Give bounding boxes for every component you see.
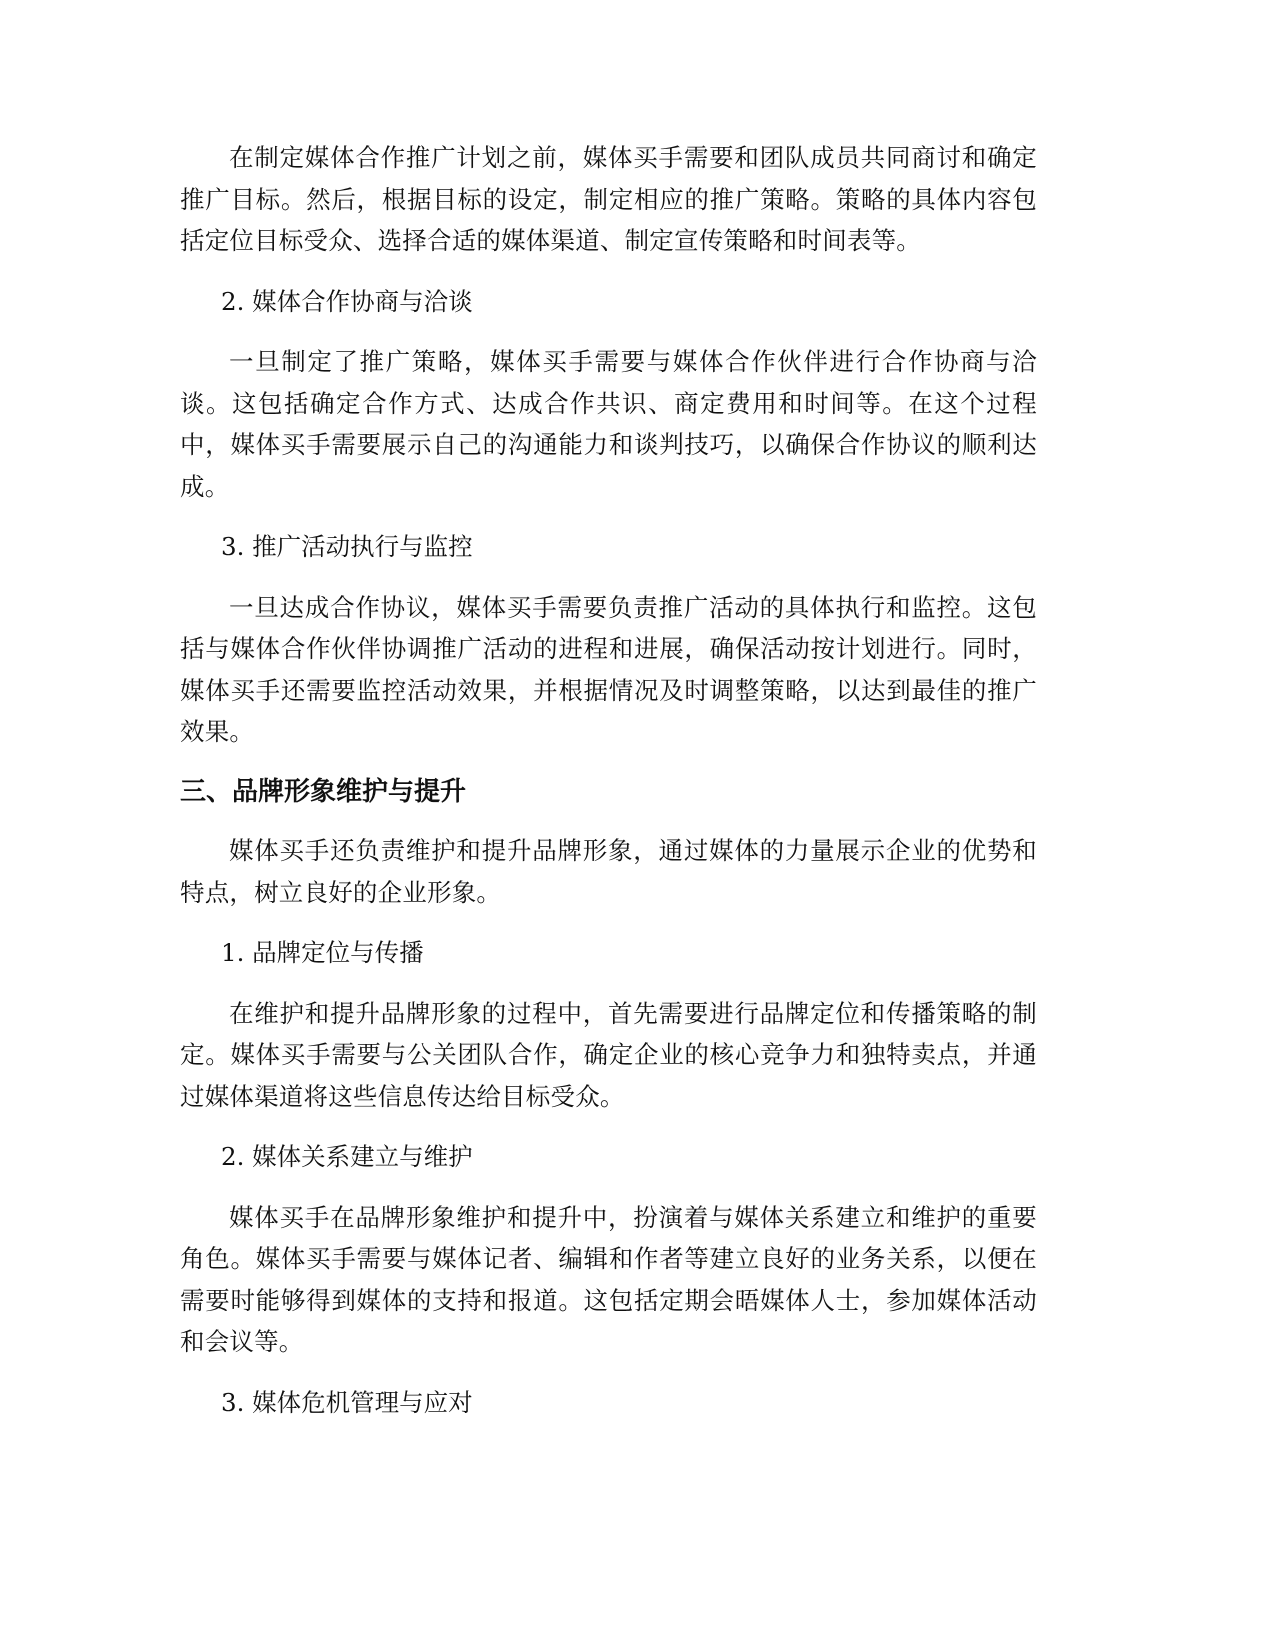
paragraph-media-relations: 媒体买手在品牌形象维护和提升中，扮演着与媒体关系建立和维护的重要角色。媒体买手需要与媒体记者、编辑和作者等建立良好的业务关系，以便在需要时能够得到媒体的支持和报道。这包括定期会晤媒体人士，参加媒体活动和会议等。 (180, 1202, 1037, 1356)
subheading-brand-positioning: 1. 品牌定位与传播 (221, 938, 424, 967)
section-heading-brand-image: 三、品牌形象维护与提升 (180, 776, 467, 807)
subheading-media-relations: 2. 媒体关系建立与维护 (221, 1142, 473, 1171)
paragraph-execution: 一旦达成合作协议，媒体买手需要负责推广活动的具体执行和监控。这包括与媒体合作伙伴协调推广活动的进程和进展，确保活动按计划进行。同时，媒体买手还需要监控活动效果，并根据情况及时调整策略，以达到最佳的推广效果。 (180, 592, 1037, 746)
paragraph-brand-positioning: 在维护和提升品牌形象的过程中，首先需要进行品牌定位和传播策略的制定。媒体买手需要与公关团队合作，确定企业的核心竞争力和独特卖点，并通过媒体渠道将这些信息传达给目标受众。 (180, 998, 1037, 1111)
paragraph-brand-intro: 媒体买手还负责维护和提升品牌形象，通过媒体的力量展示企业的优势和特点，树立良好的企业形象。 (180, 836, 1037, 907)
paragraph-negotiation: 一旦制定了推广策略，媒体买手需要与媒体合作伙伴进行合作协商与洽谈。这包括确定合作方式、达成合作共识、商定费用和时间等。在这个过程中，媒体买手需要展示自己的沟通能力和谈判技巧，以确保合作协议的顺利达成。 (180, 347, 1037, 501)
document-page (180, 137, 1037, 1442)
subheading-media-negotiation: 2. 媒体合作协商与洽谈 (221, 286, 473, 316)
subheading-crisis-management: 3. 媒体危机管理与应对 (221, 1387, 473, 1417)
subheading-campaign-execution: 3. 推广活动执行与监控 (221, 532, 473, 561)
paragraph-promotion-goals: 在制定媒体合作推广计划之前，媒体买手需要和团队成员共同商讨和确定推广目标。然后，根据目标的设定，制定相应的推广策略。策略的具体内容包括定位目标受众、选择合适的媒体渠道、制定宣传策略和时间表等。 (180, 143, 1037, 255)
